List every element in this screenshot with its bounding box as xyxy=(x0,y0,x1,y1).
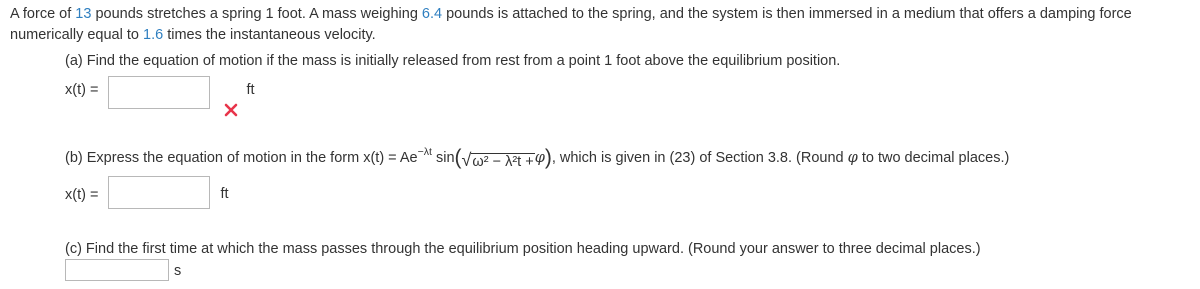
part-b-phi: φ xyxy=(847,150,858,166)
formula-xt: x(t) = Ae xyxy=(363,150,418,166)
part-b-text-1: (b) Express the equation of motion in the form xyxy=(65,150,364,166)
part-b-text-3: to two decimal places.) xyxy=(857,150,1010,166)
weight-value: 6.4 xyxy=(421,6,443,22)
part-c-answer-input[interactable] xyxy=(65,259,169,281)
part-b-answer-input[interactable] xyxy=(108,176,210,209)
formula-right-paren: ) xyxy=(544,146,552,169)
part-c-answer-row xyxy=(65,259,181,281)
formula-sin: sin xyxy=(431,150,455,166)
part-a-label: x(t) = xyxy=(65,82,99,98)
part-a-answer-input[interactable] xyxy=(108,76,210,109)
incorrect-x-icon xyxy=(224,103,238,117)
formula-left-paren: ( xyxy=(454,146,462,169)
formula-phi: φ xyxy=(534,150,545,166)
intro-text-1: A force of xyxy=(10,6,76,22)
part-c-unit: s xyxy=(174,263,182,279)
formula-exponent: −λt xyxy=(417,146,432,158)
square-root-icon: √ xyxy=(461,150,472,170)
force-value: 13 xyxy=(75,6,92,22)
part-b-unit: ft xyxy=(220,186,229,202)
motion-formula xyxy=(363,142,552,172)
part-b-answer-row xyxy=(65,176,229,209)
part-c-question: (c) Find the first time at which the mass passes through the equilibrium position heading upward. (Round your answer to three decimal places.) xyxy=(65,241,981,257)
formula-radical xyxy=(462,150,535,172)
part-b-text-2: , which is given in (23) of Section 3.8. (Round xyxy=(551,150,848,166)
part-b-question xyxy=(65,142,1009,172)
intro-text-4: times the instantaneous velocity. xyxy=(163,27,376,43)
formula-radicand: ω² − λ²t + xyxy=(472,154,534,170)
damping-value: 1.6 xyxy=(143,27,164,43)
part-a-question: (a) Find the equation of motion if the mass is initially released from rest from a point 1 foot above the equilibrium position. xyxy=(65,53,841,69)
intro-text-3: pounds is attached to the spring, and the system is then immersed in a medium that offers a damping force numerically equal to xyxy=(10,6,1132,43)
problem-statement xyxy=(10,4,1195,46)
part-a-unit: ft xyxy=(246,82,255,98)
intro-text-2: pounds stretches a spring 1 foot. A mass weighing xyxy=(91,6,422,22)
part-b-label: x(t) = xyxy=(65,187,99,203)
